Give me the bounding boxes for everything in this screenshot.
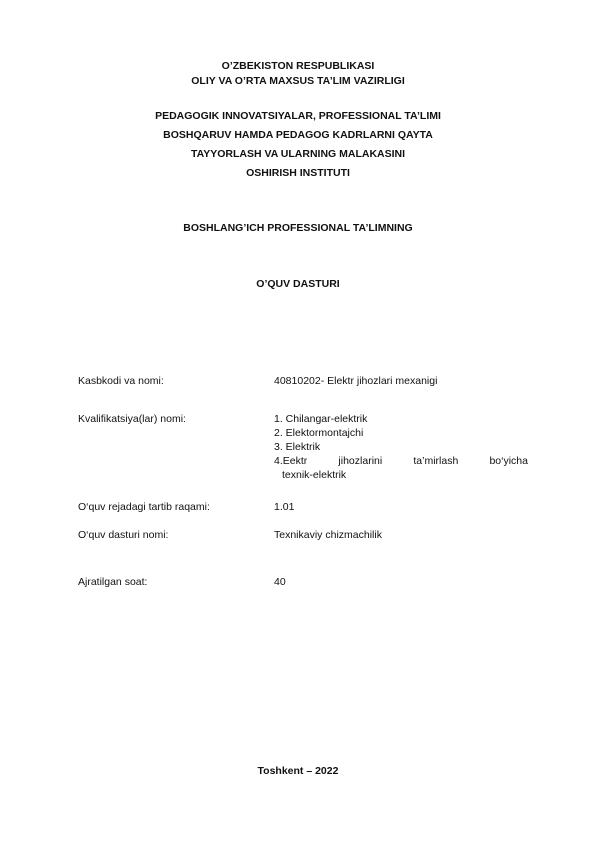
footer-place-year: Toshkent – 2022 (257, 765, 339, 777)
qual-item-3: 3. Elektrik (274, 441, 321, 453)
order-label: O‘quv rejadagi tartib raqami: (78, 501, 210, 513)
hours-value: 40 (274, 576, 286, 588)
qual-item-2: 2. Elektormontajchi (274, 427, 364, 439)
order-value: 1.01 (274, 501, 295, 513)
institute-line-3: TAYYORLASH VA ULARNING MALAKASINI (190, 148, 406, 160)
header-line-2: OLIY VA O’RTA MAXSUS TA’LIM VAZIRLIGI (191, 75, 405, 87)
program-label: O‘quv dasturi nomi: (78, 529, 169, 541)
code-value: 40810202- Elektr jihozlari mexanigi (274, 375, 438, 387)
page-title: O’QUV DASTURI (256, 278, 340, 290)
program-value: Texnikaviy chizmachilik (274, 529, 382, 541)
institute-line-4: OSHIRISH INSTITUTI (246, 167, 350, 179)
qual-label: Kvalifikatsiya(lar) nomi: (78, 413, 186, 425)
institute-line-2: BOSHQARUV HAMDA PEDAGOG KADRLARNI QAYTA (163, 129, 433, 141)
institute-line-1: PEDAGOGIK INNOVATSIYALAR, PROFESSIONAL TA’LIMI (155, 110, 441, 122)
qual-item-1: 1. Chilangar-elektrik (274, 413, 368, 425)
hours-label: Ajratilgan soat: (78, 576, 148, 588)
qual-item-4-cont: texnik-elektrik (282, 469, 347, 481)
qual-list (274, 412, 528, 482)
subtitle: BOSHLANG’ICH PROFESSIONAL TA’LIMNING (183, 222, 413, 234)
qual-item-4: 4.Eektr jihozlarini ta’mirlash bo‘yicha (274, 455, 528, 467)
header-line-1: O’ZBEKISTON RESPUBLIKASI (221, 60, 375, 72)
code-label: Kasbkodi va nomi: (78, 375, 164, 387)
